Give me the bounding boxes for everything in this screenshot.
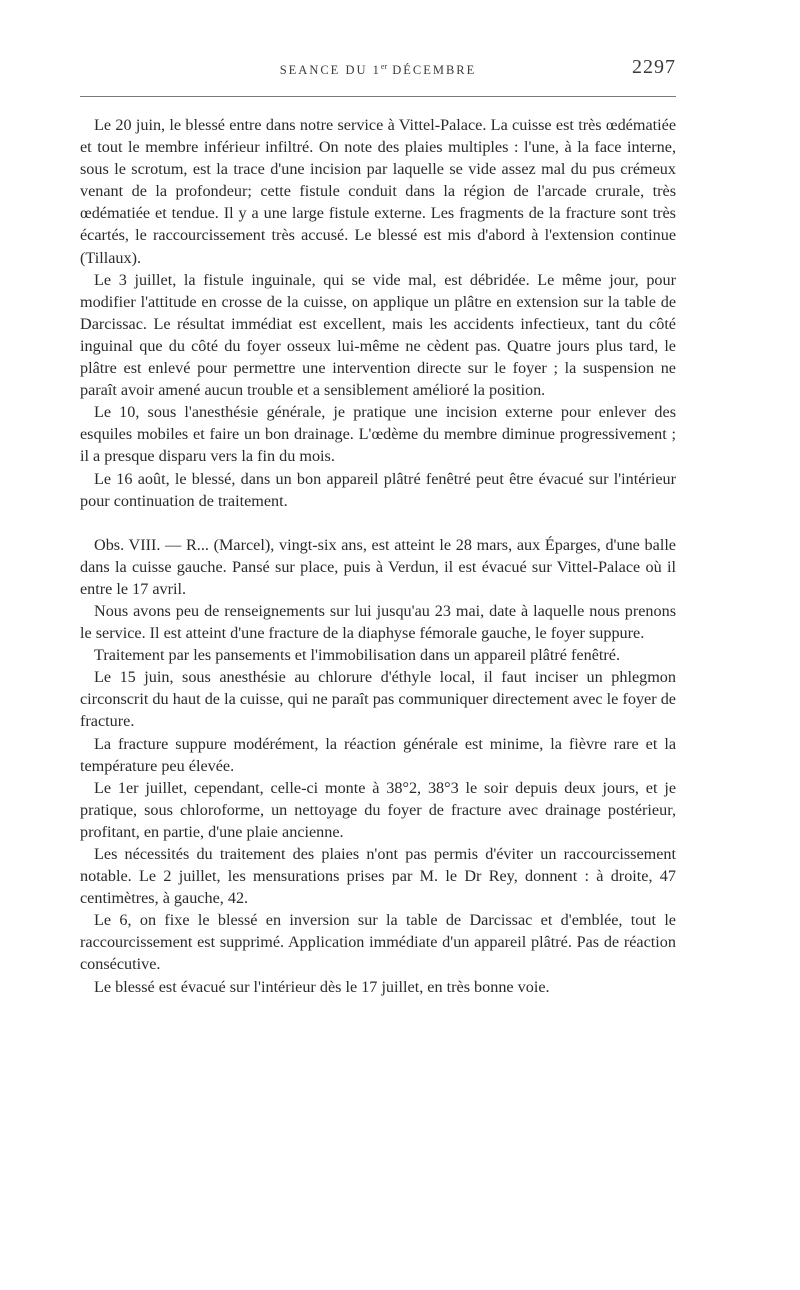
paragraph: Le 20 juin, le blessé entre dans notre service à Vittel-Palace. La cuisse est très œdématiée et tout le membre inférieur infiltré. On note des plaies multiples : l'une, à la face interne, sous le scrotum, est la trace d'une incision par laquelle se vide assez mal du pus crémeux venant de la profondeur; cette fistule conduit dans la région de l'arcade crurale, très œdématiée et tendue. Il y a une large fistule externe. Les fragments de la fracture sont très écartés, le raccourcissement très accusé. Le blessé est mis d'abord à l'extension continue (Tillaux). <box>80 116 676 267</box>
header-title-end: DÉCEMBRE <box>387 63 477 78</box>
paragraph: Nous avons peu de renseignements sur lui jusqu'au 23 mai, date à laquelle nous prenons le service. Il est atteint d'une fracture de la diaphyse fémorale gauche, le foyer suppure. <box>80 601 676 643</box>
header-title-superscript: er <box>380 62 388 71</box>
paragraph: Le 1er juillet, cependant, celle-ci monte à 38°2, 38°3 le soir depuis deux jours, et je pratique, sous chloroforme, un nettoyage du foyer de fracture avec drainage postérieur, profitant, en partie, d'une plaie ancienne. <box>80 778 676 841</box>
paragraph: Les nécessités du traitement des plaies n'ont pas permis d'éviter un raccourcissement notable. Le 2 juillet, les mensurations prises par M. le Dr Rey, donnent : à droite, 47 centimètres, à gauche, 42. <box>80 845 676 908</box>
paragraph: La fracture suppure modérément, la réaction générale est minime, la fièvre rare et la température peu élevée. <box>80 734 676 775</box>
header-title <box>80 62 676 78</box>
paragraph: Le 10, sous l'anesthésie générale, je pratique une incision externe pour enlever des esquiles mobiles et faire un bon drainage. L'œdème du membre diminue progressivement ; il a presque disparu vers la fin du mois. <box>80 403 676 466</box>
paragraph: Le 15 juin, sous anesthésie au chlorure d'éthyle local, il faut inciser un phlegmon circonscrit du haut de la cuisse, qui ne paraît pas communiquer directement avec le foyer de fracture. <box>80 668 676 731</box>
header-title-main: SEANCE DU 1 <box>279 63 381 78</box>
body-text <box>80 114 676 998</box>
header-divider <box>80 96 676 97</box>
paragraph: Le blessé est évacué sur l'intérieur dès le 17 juillet, en très bonne voie. <box>94 977 550 996</box>
page-number: 2297 <box>632 56 676 78</box>
paragraph: Le 16 août, le blessé, dans un bon appareil plâtré fenêtré peut être évacué sur l'intérieur pour continuation de traitement. <box>80 469 676 510</box>
paragraph: Le 6, on fixe le blessé en inversion sur la table de Darcissac et d'emblée, tout le raccourcissement est supprimé. Application immédiate d'un appareil plâtré. Pas de réaction consécutive. <box>80 911 676 974</box>
paragraph: Traitement par les pansements et l'immobilisation dans un appareil plâtré fenêtré. <box>94 646 621 665</box>
observation-heading-paragraph: Obs. VIII. — R... (Marcel), vingt-six ans, est atteint le 28 mars, aux Éparges, d'une balle dans la cuisse gauche. Pansé sur place, puis à Verdun, il est évacué sur Vittel-Palace où il entre le 17 avril. <box>80 535 676 598</box>
running-header <box>80 56 676 84</box>
paragraph: Le 3 juillet, la fistule inguinale, qui se vide mal, est débridée. Le même jour, pour modifier l'attitude en crosse de la cuisse, on applique un plâtre en extension sur la table de Darcissac. Le résultat immédiat est excellent, mais les accidents infectieux, tant du côté inguinal que du côté du foyer osseux lui-même ne cèdent pas. Quatre jours plus tard, le plâtre est enlevé pour permettre une intervention directe sur le foyer ; la suspension ne paraît avoir amené aucun trouble et a sensiblement amélioré la position. <box>80 270 676 400</box>
